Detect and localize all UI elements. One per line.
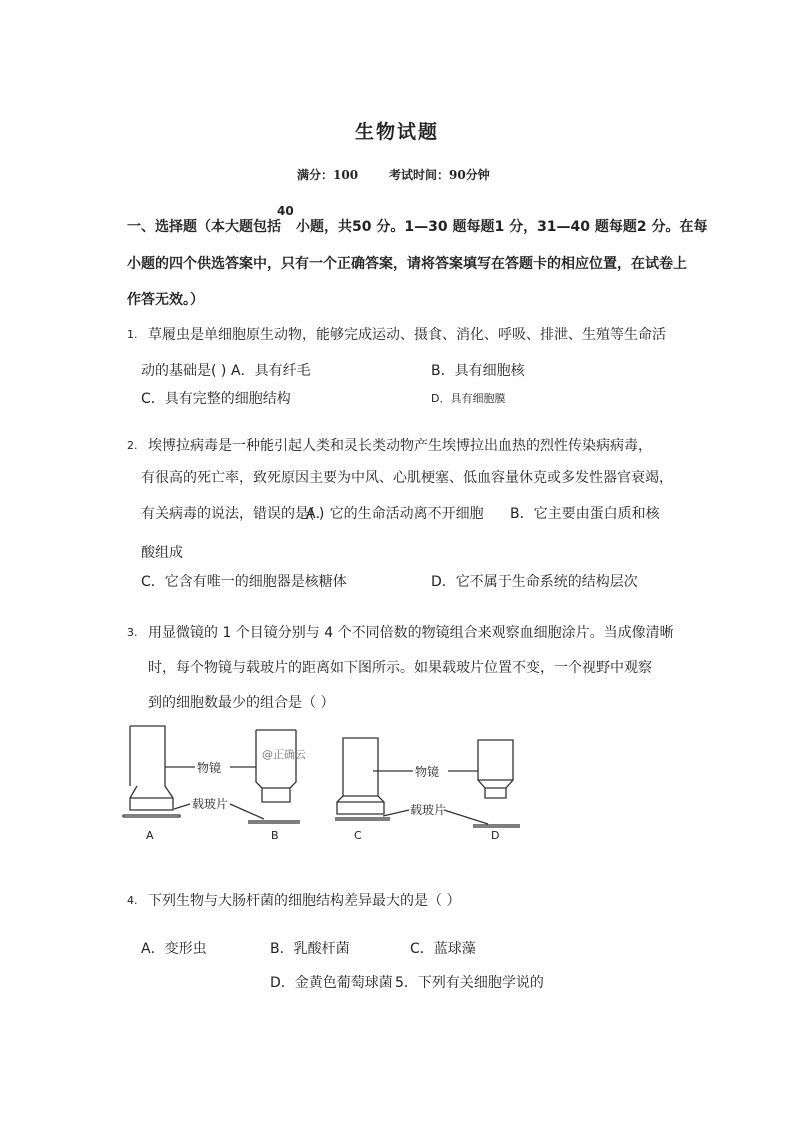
option-1c: C．具有完整的细胞结构 xyxy=(141,391,291,407)
question-number: 2. xyxy=(127,439,138,452)
watermark: @正确云 xyxy=(262,748,306,761)
objective-c-icon xyxy=(335,738,390,820)
label-c: C xyxy=(354,829,362,842)
option-2c: C．它含有唯一的细胞器是核糖体 xyxy=(141,574,347,590)
question-2-text: 埃博拉病毒是一种能引起人类和灵长类动物产生埃博拉出血热的烈性传染病病毒， xyxy=(148,438,652,454)
question-2-text-2: 有很高的死亡率，致死原因主要为中风、心肌梗塞、低血容量休克或多发性器官衰竭， xyxy=(141,470,673,486)
label-b: B xyxy=(271,829,279,842)
option-2d: D．它不属于生命系统的结构层次 xyxy=(431,574,638,590)
question-1-text: 草履虫是单细胞原生动物，能够完成运动、摄食、消化、呼吸、排泄、生殖等生命活 xyxy=(148,327,666,343)
question-1-text-2: 动的基础是( ) xyxy=(141,363,227,379)
option-4a: A．变形虫 xyxy=(141,941,207,957)
label-a: A xyxy=(146,829,154,842)
option-4b: B．乳酸杆菌 xyxy=(270,941,350,957)
question-3-text-2: 时，每个物镜与载玻片的距离如下图所示。如果载玻片位置不变，一个视野中观察 xyxy=(148,660,652,676)
question-3-text: 用显微镜的 1 个目镜分别与 4 个不同倍数的物镜组合来观察血细胞涂片。当成像清晰 xyxy=(148,625,674,641)
option-2a: A．它的生命活动离不开细胞 xyxy=(306,506,484,522)
label-d: D xyxy=(491,829,500,842)
objective-label-2: 物镜 xyxy=(415,765,440,779)
question-number: 1. xyxy=(127,328,138,341)
question-number: 3. xyxy=(127,626,138,639)
question-5-start: 5．下列有关细胞学说的 xyxy=(395,975,544,991)
option-1a: A．具有纤毛 xyxy=(231,363,311,379)
question-number: 4. xyxy=(127,894,138,907)
objective-b-icon xyxy=(248,730,300,823)
option-2b: B．它主要由蛋白质和核 xyxy=(510,506,660,522)
section-heading-part1: 一、选择题（本大题包括 xyxy=(127,219,281,235)
slide-label-1: 载玻片 xyxy=(192,797,229,811)
slide-label-2: 载玻片 xyxy=(410,803,447,817)
microscope-figure xyxy=(118,718,528,848)
full-score: 满分：100 xyxy=(297,168,359,182)
section-instructions: 小题的四个供选答案中，只有一个正确答案，请将答案填写在答题卡的相应位置，在试卷上 xyxy=(127,256,687,272)
objective-label-1: 物镜 xyxy=(197,761,222,775)
option-4c: C．蓝球藻 xyxy=(410,941,476,957)
option-1b: B．具有细胞核 xyxy=(431,363,525,379)
question-2-text-3: 有关病毒的说法，错误的是( ) xyxy=(141,506,325,522)
question-4-text: 下列生物与大肠杆菌的细胞结构差异最大的是（ ） xyxy=(148,893,461,909)
objective-d-icon xyxy=(473,740,520,827)
option-2b-cont: 酸组成 xyxy=(141,545,183,561)
option-1d: D．具有细胞膜 xyxy=(431,392,506,405)
page-title: 生物试题 xyxy=(354,121,439,143)
objective-a-icon xyxy=(123,726,180,817)
exam-time: 考试时间：90分钟 xyxy=(389,168,490,182)
question-count: 40 xyxy=(277,204,294,218)
option-4d: D．金黄色葡萄球菌 xyxy=(270,975,393,991)
question-3-text-3: 到的细胞数最少的组合是（ ） xyxy=(148,695,335,711)
section-heading-part2: 小题，共50 分。1—30 题每题1 分，31—40 题每题2 分。在每 xyxy=(296,219,708,235)
section-instructions-end: 作答无效。） xyxy=(127,292,204,308)
